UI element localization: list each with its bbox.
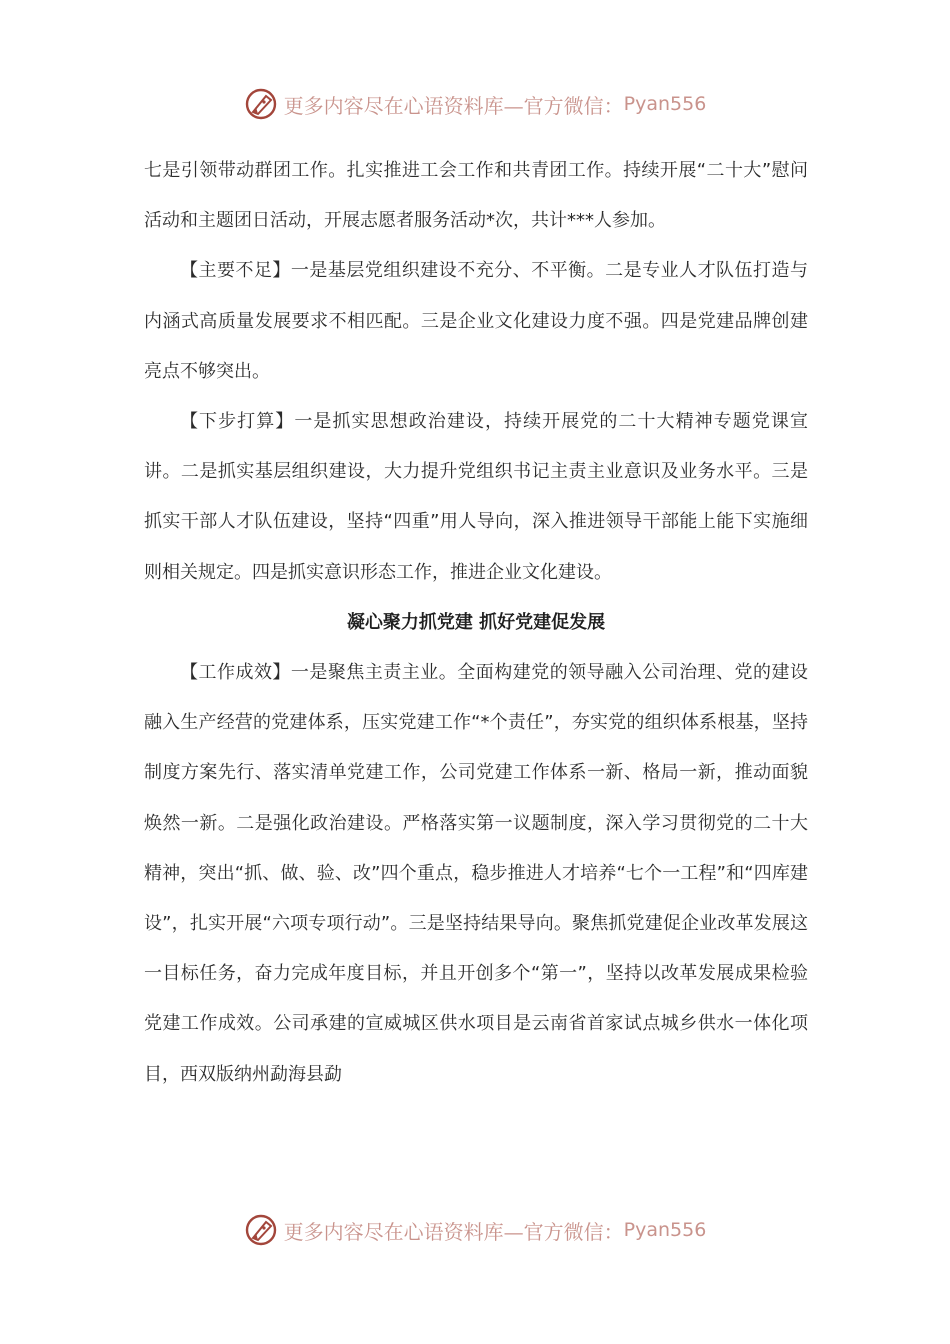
footer-watermark-banner (0, 1210, 950, 1250)
header-watermark-banner (0, 84, 950, 124)
section-heading: 凝心聚力抓党建 抓好党建促发展 (346, 611, 606, 633)
paragraph-main-shortcomings: 【主要不足】一是基层党组织建设不充分、不平衡。二是专业人才队伍打造与内涵式高质量发展要求不相匹配。三是企业文化建设力度不强。四是党建品牌创建亮点不够突出。 (144, 260, 808, 382)
banner-wechat-id: Pyan556 (623, 93, 707, 115)
banner-wechat-id: Pyan556 (623, 1219, 707, 1241)
pen-nib-logo-icon (244, 87, 278, 121)
paragraph-mass-organizations: 七是引领带动群团工作。扎实推进工会工作和共青团工作。持续开展“二十大”慰问活动和主题团日活动，开展志愿者服务活动*次，共计***人参加。 (144, 160, 808, 232)
paragraph-next-steps: 【下步打算】一是抓实思想政治建设，持续开展党的二十大精神专题党课宣讲。二是抓实基层组织建设，大力提升党组织书记主责主业意识及业务水平。三是抓实干部人才队伍建设，坚持“四重”用人导向，深入推进领导干部能上能下实施细则相关规定。四是抓实意识形态工作，推进企业文化建设。 (144, 411, 808, 583)
document-body (144, 146, 808, 1100)
pen-nib-logo-icon (244, 1213, 278, 1247)
banner-text-cn: 更多内容尽在心语资料库—官方微信： (283, 1219, 624, 1244)
paragraph-work-results: 【工作成效】一是聚焦主责主业。全面构建党的领导融入公司治理、党的建设融入生产经营的党建体系，压实党建工作“*个责任”，夯实党的组织体系根基，坚持制度方案先行、落实清单党建工作，公司党建工作体系一新、格局一新，推动面貌焕然一新。二是强化政治建设。严格落实第一议题制度，深入学习贯彻党的二十大精神，突出“抓、做、验、改”四个重点，稳步推进人才培养“七个一工程”和“四库建设”，扎实开展“六项专项行动”。三是坚持结果导向。聚焦抓党建促企业改革发展这一目标任务，奋力完成年度目标，并且开创多个“第一”，坚持以改革发展成果检验党建工作成效。公司承建的宣威城区供水项目是云南省首家试点城乡供水一体化项目，西双版纳州勐海县勐 (144, 662, 808, 1085)
banner-text-cn: 更多内容尽在心语资料库—官方微信： (283, 93, 624, 118)
